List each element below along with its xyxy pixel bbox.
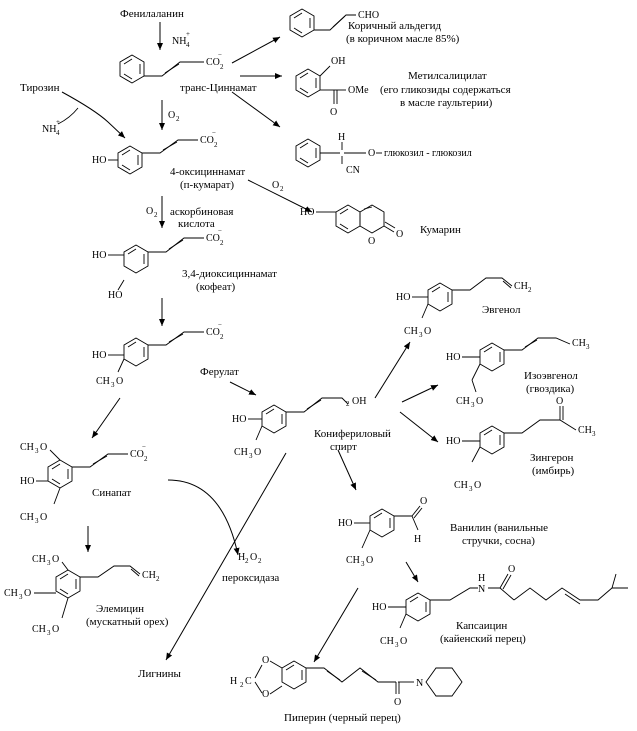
- svg-text:HO: HO: [300, 207, 315, 218]
- svg-text:2: 2: [240, 681, 244, 689]
- label-tyrosine: Тирозин: [20, 82, 60, 94]
- svg-text:2: 2: [258, 557, 262, 565]
- label-coumarate-note: (п-кумарат): [180, 179, 235, 191]
- svg-text:2: 2: [346, 400, 350, 408]
- svg-text:4: 4: [186, 41, 190, 49]
- svg-text:NH: NH: [172, 36, 187, 47]
- svg-text:2: 2: [245, 557, 249, 565]
- coumarin-structure: [300, 205, 403, 247]
- svg-text:CH: CH: [454, 480, 468, 491]
- svg-text:O: O: [52, 554, 60, 565]
- svg-text:3: 3: [586, 343, 590, 351]
- svg-text:3: 3: [469, 485, 473, 493]
- label-phenylalanine: Фенилаланин: [120, 8, 184, 20]
- svg-text:HO: HO: [92, 250, 107, 261]
- arrow-to-isoeugenol: [402, 385, 438, 402]
- trans-cinnamate-structure: [120, 51, 224, 83]
- arrow-to-piperine: [314, 588, 358, 662]
- svg-text:O: O: [116, 376, 124, 387]
- svg-text:O: O: [40, 442, 48, 453]
- label-caffeate: 3,4-диоксициннамат: [182, 268, 277, 280]
- svg-text:CH: CH: [572, 338, 586, 349]
- svg-text:HO: HO: [446, 352, 461, 363]
- svg-text:CH: CH: [20, 512, 34, 523]
- cinnamate-co2: CO: [206, 57, 220, 68]
- svg-text:O: O: [396, 229, 404, 240]
- svg-text:CH: CH: [456, 396, 470, 407]
- svg-text:3: 3: [19, 593, 23, 601]
- svg-text:3: 3: [471, 401, 475, 409]
- label-isoeugenol: Изоэвгенол: [524, 370, 578, 382]
- svg-text:O: O: [250, 552, 258, 563]
- arrow-ferulate-to-coniferyl: [230, 382, 256, 395]
- svg-text:−: −: [212, 129, 216, 137]
- svg-text:H: H: [230, 676, 238, 687]
- label-capsaicin: Капсаицин: [456, 620, 508, 632]
- svg-text:H: H: [238, 552, 246, 563]
- svg-text:HO: HO: [92, 155, 107, 166]
- mandelonitrile-glucoside-structure: [296, 132, 382, 176]
- svg-text:CH: CH: [32, 554, 46, 565]
- svg-text:3: 3: [592, 430, 596, 438]
- ferulate-structure: [92, 321, 224, 389]
- zingerone-structure: [446, 396, 596, 493]
- label-ascorbic-acid: аскорбиновая: [170, 206, 234, 218]
- svg-text:O: O: [262, 689, 270, 700]
- svg-text:O: O: [168, 110, 176, 121]
- svg-text:3: 3: [419, 331, 423, 339]
- svg-text:H: H: [338, 132, 346, 143]
- svg-text:CO: CO: [200, 135, 214, 146]
- svg-text:2: 2: [144, 455, 148, 463]
- arrow-to-glucoside: [232, 92, 280, 127]
- svg-text:O: O: [330, 107, 338, 118]
- label-vanillin: Ванилин (ванильные: [450, 522, 549, 534]
- label-methyl-salicylate-note-1: (его гликозиды содержаться: [380, 84, 511, 96]
- svg-text:CHO: CHO: [358, 10, 380, 21]
- label-ferulate: Ферулат: [200, 366, 239, 378]
- label-methyl-salicylate-note-2: в масле гаультерии): [400, 97, 493, 109]
- label-coniferyl-alcohol: Конифериловый: [314, 428, 391, 440]
- svg-text:HO: HO: [446, 436, 461, 447]
- svg-text:3: 3: [361, 560, 365, 568]
- svg-text:HO: HO: [338, 518, 353, 529]
- label-eugenol: Эвгенол: [482, 304, 521, 316]
- arrow-to-cinnamaldehyde: [232, 37, 280, 63]
- label-zingerone: Зингерон: [530, 452, 574, 464]
- label-trans-cinnamate: транс-Циннамат: [180, 82, 257, 94]
- label-cinnamaldehyde-note: (в коричном масле 85%): [346, 33, 460, 45]
- label-sinapate: Синапат: [92, 487, 132, 499]
- arrow-ferulate-to-sinapate: [92, 398, 120, 438]
- svg-text:CH: CH: [346, 555, 360, 566]
- svg-text:H: H: [478, 573, 486, 584]
- label-capsaicin-note: (кайенский перец): [440, 633, 526, 645]
- label-ascorbic-acid-2: кислота: [178, 218, 215, 230]
- svg-text:O: O: [474, 480, 482, 491]
- label-methyl-salicylate: Метилсалицилат: [408, 70, 487, 82]
- arrow-nh4-release: [58, 108, 78, 124]
- svg-text:O: O: [52, 624, 60, 635]
- svg-text:HO: HO: [396, 292, 411, 303]
- svg-text:O: O: [394, 697, 402, 708]
- svg-text:N: N: [478, 584, 486, 595]
- svg-text:CH: CH: [514, 281, 528, 292]
- svg-text:HO: HO: [92, 350, 107, 361]
- svg-text:3: 3: [111, 381, 115, 389]
- label-piperine: Пиперин (черный перец): [284, 712, 401, 724]
- svg-text:+: +: [56, 118, 60, 126]
- label-coumarin: Кумарин: [420, 224, 461, 236]
- svg-text:3: 3: [395, 641, 399, 649]
- svg-text:O: O: [366, 555, 374, 566]
- svg-text:HO: HO: [20, 476, 35, 487]
- svg-text:2: 2: [220, 239, 224, 247]
- arrow-to-vanillin: [338, 450, 356, 490]
- svg-text:CH: CH: [234, 447, 248, 458]
- svg-text:CH: CH: [32, 624, 46, 635]
- svg-text:2: 2: [156, 575, 160, 583]
- svg-text:CH: CH: [380, 636, 394, 647]
- svg-text:4: 4: [56, 129, 60, 137]
- label-lignins: Лигнины: [138, 668, 181, 680]
- svg-text:CO: CO: [206, 233, 220, 244]
- svg-text:O: O: [262, 655, 270, 666]
- arrow-to-eugenol: [375, 342, 410, 398]
- label-elemicin: Элемицин: [96, 603, 144, 615]
- svg-text:O: O: [476, 396, 484, 407]
- svg-text:H: H: [414, 534, 422, 545]
- label-caffeate-note: (кофеат): [196, 281, 236, 293]
- svg-text:2: 2: [220, 63, 224, 71]
- label-vanillin-note: стручки, сосна): [462, 535, 535, 547]
- svg-text:2: 2: [154, 211, 158, 219]
- piperine-structure: [230, 655, 462, 708]
- label-isoeugenol-note: (гвоздика): [526, 383, 575, 395]
- svg-text:O: O: [368, 148, 376, 159]
- arrow-to-zingerone: [400, 412, 438, 442]
- svg-text:глюкозил - глюкозил: глюкозил - глюкозил: [384, 148, 472, 159]
- svg-text:O: O: [420, 496, 428, 507]
- svg-text:CH: CH: [142, 570, 156, 581]
- sinapate-structure: [20, 442, 148, 525]
- svg-text:HO: HO: [372, 602, 387, 613]
- svg-text:3: 3: [47, 559, 51, 567]
- svg-text:OH: OH: [331, 56, 346, 67]
- svg-text:OMe: OMe: [348, 85, 369, 96]
- svg-text:N: N: [416, 678, 424, 689]
- svg-text:CN: CN: [346, 165, 360, 176]
- svg-text:CH: CH: [20, 442, 34, 453]
- label-zingerone-note: (имбирь): [532, 465, 575, 477]
- svg-text:2: 2: [176, 115, 180, 123]
- svg-text:3: 3: [47, 629, 51, 637]
- svg-text:−: −: [142, 443, 146, 451]
- svg-text:HO: HO: [108, 290, 123, 301]
- label-coniferyl-alcohol-2: спирт: [330, 441, 357, 453]
- svg-text:2: 2: [528, 286, 532, 294]
- svg-text:CO: CO: [206, 327, 220, 338]
- svg-text:O: O: [508, 564, 516, 575]
- label-coumarate: 4-оксициннамат: [170, 166, 246, 178]
- svg-text:3: 3: [35, 517, 39, 525]
- svg-text:O: O: [368, 236, 376, 247]
- svg-text:O: O: [254, 447, 262, 458]
- svg-text:−: −: [218, 51, 222, 59]
- svg-text:O: O: [40, 512, 48, 523]
- svg-text:NH: NH: [42, 124, 57, 135]
- svg-text:2: 2: [280, 185, 284, 193]
- svg-text:OH: OH: [352, 396, 367, 407]
- svg-text:CH: CH: [96, 376, 110, 387]
- svg-text:−: −: [218, 321, 222, 329]
- svg-text:CO: CO: [130, 449, 144, 460]
- svg-text:3: 3: [35, 447, 39, 455]
- label-cinnamaldehyde: Коричный альдегид: [348, 20, 442, 32]
- arrow-peroxidase: [168, 480, 238, 555]
- svg-text:HO: HO: [232, 414, 247, 425]
- svg-text:O: O: [556, 396, 564, 407]
- label-elemicin-note: (мускатный орех): [86, 616, 169, 628]
- svg-text:O: O: [400, 636, 408, 647]
- methyl-salicylate-structure: [296, 56, 369, 118]
- svg-text:O: O: [272, 180, 280, 191]
- svg-text:3: 3: [249, 452, 253, 460]
- svg-text:2: 2: [220, 333, 224, 341]
- svg-text:O: O: [24, 588, 32, 599]
- svg-text:CH: CH: [578, 425, 592, 436]
- svg-text:O: O: [146, 206, 154, 217]
- arrow-to-lignins: [166, 453, 286, 660]
- svg-text:O: O: [424, 326, 432, 337]
- svg-text:CH: CH: [404, 326, 418, 337]
- svg-text:C: C: [245, 676, 252, 687]
- svg-text:2: 2: [214, 141, 218, 149]
- svg-text:+: +: [186, 30, 190, 38]
- svg-text:−: −: [218, 227, 222, 235]
- label-peroxidase: пероксидаза: [222, 572, 280, 584]
- vanillin-structure: [338, 496, 427, 568]
- arrow-to-capsaicin: [406, 562, 418, 582]
- svg-text:CH: CH: [4, 588, 18, 599]
